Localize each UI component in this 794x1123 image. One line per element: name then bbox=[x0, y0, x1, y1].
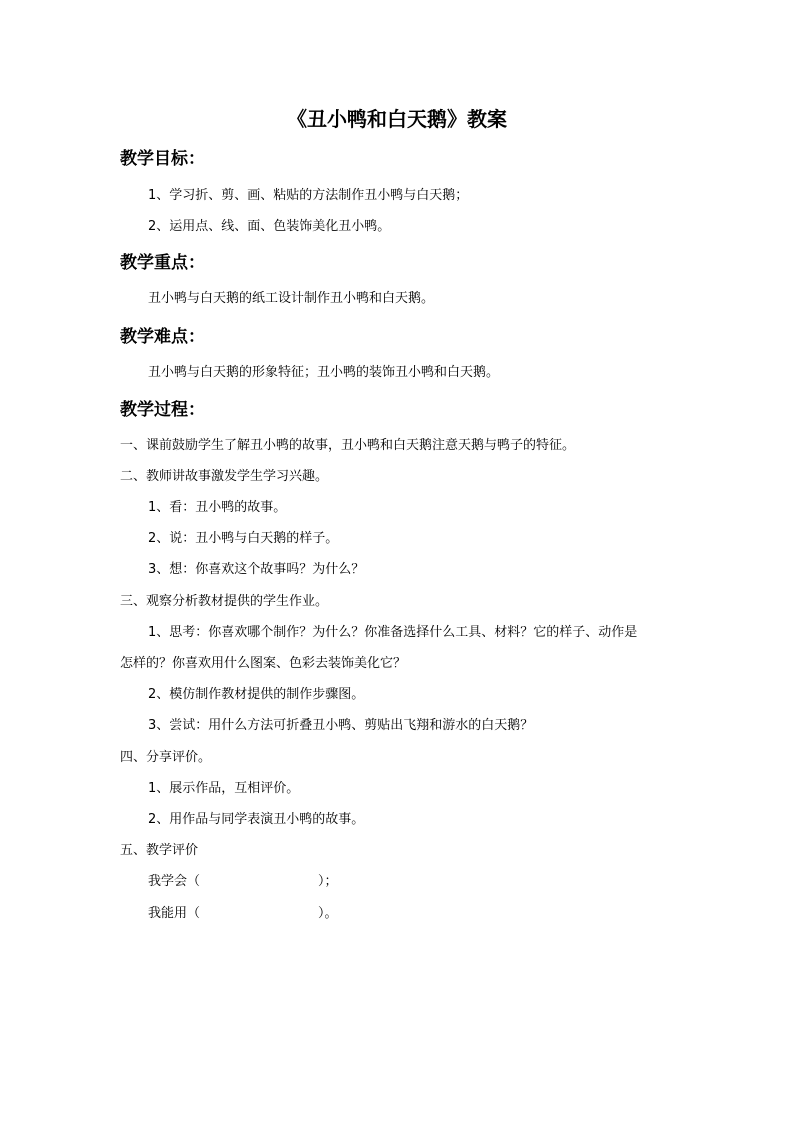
goals-heading: 教学目标： bbox=[120, 149, 205, 169]
process-heading: 教学过程： bbox=[120, 400, 205, 420]
evaluation-learned-suffix: ）； bbox=[318, 874, 338, 889]
goal-item-1: 1、学习折、剪、画、粘贴的方法制作丑小鸭与白天鹅； bbox=[148, 188, 469, 203]
document-title: 《丑小鸭和白天鹅》教案 bbox=[287, 107, 507, 131]
step-3-item-1-line-1: 1、思考：你喜欢哪个制作？为什么？你准备选择什么工具、材料？它的样子、动作是 bbox=[148, 625, 638, 640]
process-step-4: 四、分享评价。 bbox=[120, 750, 212, 765]
evaluation-learned-prefix: 我学会（ bbox=[148, 874, 201, 889]
process-step-5: 五、教学评价 bbox=[120, 843, 199, 858]
step-4-item-1: 1、展示作品，互相评价。 bbox=[148, 781, 300, 796]
evaluation-can-use bbox=[148, 905, 338, 923]
evaluation-can-use-suffix: ）。 bbox=[318, 906, 338, 921]
key-points-heading: 教学重点： bbox=[120, 253, 205, 273]
process-step-1: 一、课前鼓励学生了解丑小鸭的故事，丑小鸭和白天鹅注意天鹅与鸭子的特征。 bbox=[120, 438, 576, 453]
process-step-2: 二、教师讲故事激发学生学习兴趣。 bbox=[120, 469, 329, 484]
step-3-item-3: 3、尝试：用什么方法可折叠丑小鸭、剪贴出飞翔和游水的白天鹅？ bbox=[148, 718, 534, 733]
step-2-item-1: 1、看：丑小鸭的故事。 bbox=[148, 500, 287, 515]
step-3-item-1-line-2: 怎样的？你喜欢用什么图案、色彩去装饰美化它？ bbox=[120, 656, 407, 671]
difficulties-text: 丑小鸭与白天鹅的形象特征；丑小鸭的装饰丑小鸭和白天鹅。 bbox=[148, 365, 500, 380]
step-2-item-2: 2、说：丑小鸭与白天鹅的样子。 bbox=[148, 531, 339, 546]
evaluation-learned bbox=[148, 873, 338, 891]
evaluation-can-use-prefix: 我能用（ bbox=[148, 906, 201, 921]
step-3-item-2: 2、模仿制作教材提供的制作步骤图。 bbox=[148, 687, 365, 702]
key-points-text: 丑小鸭与白天鹅的纸工设计制作丑小鸭和白天鹅。 bbox=[148, 291, 435, 306]
step-4-item-2: 2、用作品与同学表演丑小鸭的故事。 bbox=[148, 812, 365, 827]
step-2-item-3: 3、想：你喜欢这个故事吗？为什么？ bbox=[148, 562, 365, 577]
goal-item-2: 2、运用点、线、面、色装饰美化丑小鸭。 bbox=[148, 219, 391, 234]
difficulties-heading: 教学难点： bbox=[120, 327, 205, 347]
process-step-3: 三、观察分析教材提供的学生作业。 bbox=[120, 594, 329, 609]
